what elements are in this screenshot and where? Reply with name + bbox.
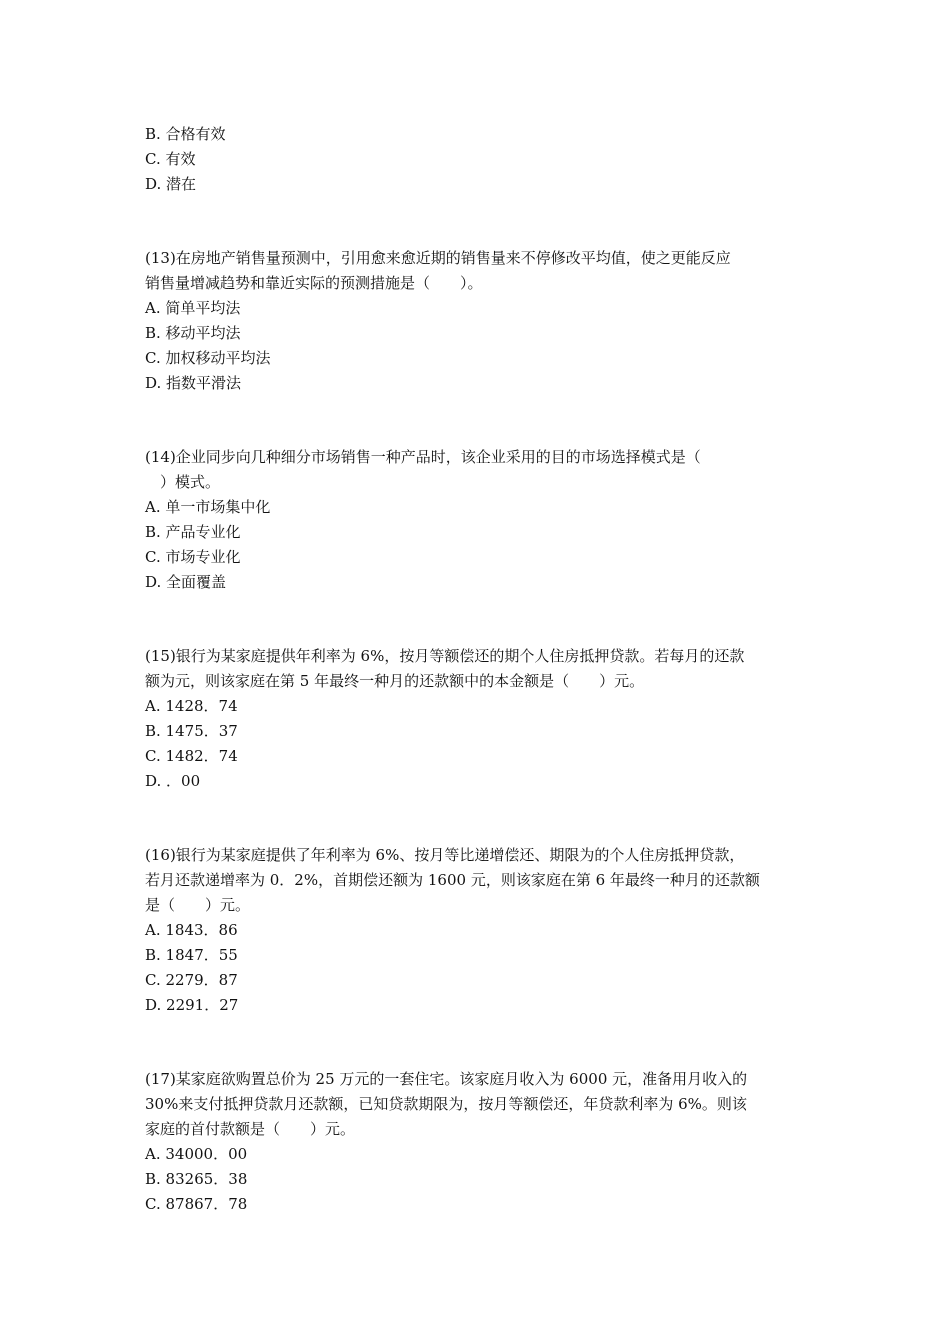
option-c: C. 2279．87 bbox=[145, 971, 238, 989]
option-d: D. 全面覆盖 bbox=[145, 573, 227, 591]
option-b: B. 合格有效 bbox=[145, 125, 226, 143]
question-12-options bbox=[145, 122, 810, 197]
option-a: A. 单一市场集中化 bbox=[145, 498, 271, 516]
option-b: B. 移动平均法 bbox=[145, 324, 241, 342]
option-a: A. 简单平均法 bbox=[145, 299, 241, 317]
option-a: A. 1843．86 bbox=[145, 921, 238, 939]
option-b: B. 83265．38 bbox=[145, 1170, 248, 1188]
question-stem-line: (13)在房地产销售量预测中，引用愈来愈近期的销售量来不停修改平均值，使之更能反应 bbox=[145, 249, 731, 267]
option-a: A. 1428．74 bbox=[145, 697, 238, 715]
question-stem-line: 30%来支付抵押贷款月还款额，已知贷款期限为，按月等额偿还，年贷款利率为 6%。则该 bbox=[145, 1095, 747, 1113]
question-stem-line: ）模式。 bbox=[145, 473, 221, 491]
option-c: C. 1482．74 bbox=[145, 747, 238, 765]
option-d: D. 2291．27 bbox=[145, 996, 239, 1014]
option-a: A. 34000．00 bbox=[145, 1145, 248, 1163]
question-15 bbox=[145, 644, 810, 794]
question-stem-line: 家庭的首付款额是（ ）元。 bbox=[145, 1120, 356, 1138]
question-stem-line: (17)某家庭欲购置总价为 25 万元的一套住宅。该家庭月收入为 6000 元，准备用月收入的 bbox=[145, 1070, 748, 1088]
option-d: D. 指数平滑法 bbox=[145, 374, 242, 392]
question-stem-line: (15)银行为某家庭提供年利率为 6%，按月等额偿还的期个人住房抵押贷款。若每月的还款 bbox=[145, 647, 745, 665]
option-c: C. 加权移动平均法 bbox=[145, 349, 271, 367]
question-stem-line: (14)企业同步向几种细分市场销售一种产品时，该企业采用的目的市场选择模式是（ bbox=[145, 448, 701, 466]
option-c: C. 87867．78 bbox=[145, 1195, 248, 1213]
question-17 bbox=[145, 1067, 810, 1217]
option-c: C. 有效 bbox=[145, 150, 196, 168]
document-page bbox=[145, 122, 810, 1217]
question-16 bbox=[145, 843, 810, 1018]
option-b: B. 1847．55 bbox=[145, 946, 238, 964]
question-stem-line: 销售量增减趋势和靠近实际的预测措施是（ ）。 bbox=[145, 274, 483, 292]
option-d: D. 潜在 bbox=[145, 175, 197, 193]
option-b: B. 产品专业化 bbox=[145, 523, 241, 541]
option-c: C. 市场专业化 bbox=[145, 548, 241, 566]
question-stem-line: (16)银行为某家庭提供了年利率为 6%、按月等比递增偿还、期限为的个人住房抵押贷款， bbox=[145, 846, 745, 864]
question-stem-line: 是（ ）元。 bbox=[145, 896, 251, 914]
option-b: B. 1475．37 bbox=[145, 722, 238, 740]
question-14 bbox=[145, 445, 810, 595]
option-d: D. ．00 bbox=[145, 772, 201, 790]
question-stem-line: 若月还款递增率为 0．2%，首期偿还额为 1600 元，则该家庭在第 6 年最终一种月的还款额 bbox=[145, 871, 760, 889]
question-13 bbox=[145, 246, 810, 396]
question-stem-line: 额为元，则该家庭在第 5 年最终一种月的还款额中的本金额是（ ）元。 bbox=[145, 672, 645, 690]
